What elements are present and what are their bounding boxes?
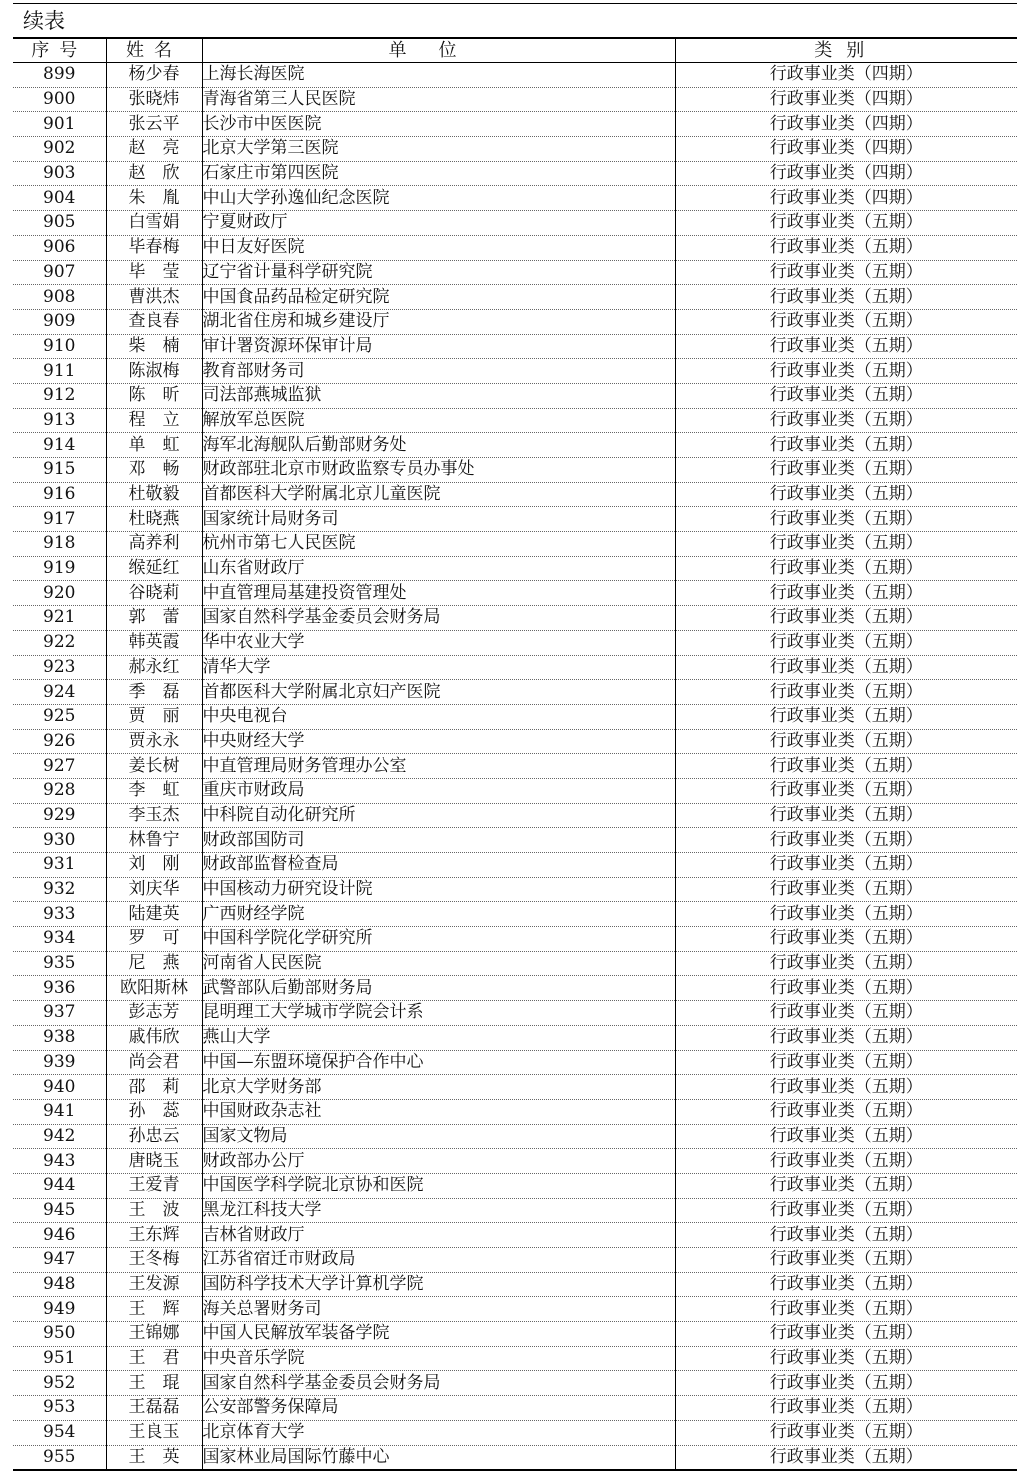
cell-no: 945 [13, 1198, 106, 1223]
cell-name: 陈 昕 [106, 383, 202, 408]
cell-unit: 杭州市第七人民医院 [202, 532, 675, 557]
cell-name: 杜敬毅 [106, 482, 202, 507]
table-row [13, 1346, 1017, 1371]
cell-category: 行政事业类（五期） [675, 754, 1017, 779]
cell-name: 孙忠云 [106, 1124, 202, 1149]
cell-name: 郭 蕾 [106, 606, 202, 631]
cell-name: 查良春 [106, 309, 202, 334]
table-row [13, 1445, 1017, 1470]
cell-unit: 中央财经大学 [202, 729, 675, 754]
cell-name: 王发源 [106, 1272, 202, 1297]
cell-no: 915 [13, 458, 106, 483]
cell-no: 938 [13, 1025, 106, 1050]
cell-unit: 北京体育大学 [202, 1420, 675, 1445]
cell-category: 行政事业类（五期） [675, 1445, 1017, 1470]
cell-name: 刘 刚 [106, 853, 202, 878]
cell-unit: 中国科学院化学研究所 [202, 927, 675, 952]
table-row [13, 729, 1017, 754]
table-row [13, 137, 1017, 162]
cell-unit: 财政部监督检查局 [202, 853, 675, 878]
cell-category: 行政事业类（五期） [675, 877, 1017, 902]
table-row [13, 383, 1017, 408]
cell-unit: 清华大学 [202, 655, 675, 680]
cell-no: 910 [13, 334, 106, 359]
cell-no: 943 [13, 1149, 106, 1174]
cell-no: 928 [13, 778, 106, 803]
cell-category: 行政事业类（五期） [675, 976, 1017, 1001]
roster-body [13, 63, 1017, 1471]
cell-category: 行政事业类（五期） [675, 853, 1017, 878]
cell-unit: 公安部警务保障局 [202, 1396, 675, 1421]
cell-name: 王冬梅 [106, 1248, 202, 1273]
table-row [13, 1173, 1017, 1198]
cell-no: 914 [13, 433, 106, 458]
cell-category: 行政事业类（五期） [675, 1149, 1017, 1174]
cell-name: 李玉杰 [106, 803, 202, 828]
cell-name: 王磊磊 [106, 1396, 202, 1421]
cell-name: 王 辉 [106, 1297, 202, 1322]
cell-name: 郝永红 [106, 655, 202, 680]
cell-category: 行政事业类（五期） [675, 1001, 1017, 1026]
cell-no: 905 [13, 211, 106, 236]
table-row [13, 951, 1017, 976]
table-row [13, 606, 1017, 631]
cell-no: 949 [13, 1297, 106, 1322]
cell-name: 柴 楠 [106, 334, 202, 359]
cell-unit: 北京大学财务部 [202, 1075, 675, 1100]
table-row [13, 976, 1017, 1001]
table-row [13, 458, 1017, 483]
cell-name: 杜晓燕 [106, 507, 202, 532]
table-row [13, 630, 1017, 655]
cell-category: 行政事业类（五期） [675, 680, 1017, 705]
cell-name: 王锦娜 [106, 1322, 202, 1347]
cell-unit: 国家自然科学基金委员会财务局 [202, 1371, 675, 1396]
cell-category: 行政事业类（五期） [675, 1050, 1017, 1075]
table-row [13, 877, 1017, 902]
cell-category: 行政事业类（五期） [675, 1297, 1017, 1322]
table-row [13, 1420, 1017, 1445]
table-row [13, 1149, 1017, 1174]
cell-unit: 武警部队后勤部财务局 [202, 976, 675, 1001]
cell-category: 行政事业类（五期） [675, 1371, 1017, 1396]
table-row [13, 556, 1017, 581]
cell-name: 赵 亮 [106, 137, 202, 162]
cell-category: 行政事业类（五期） [675, 1124, 1017, 1149]
cell-no: 903 [13, 161, 106, 186]
cell-name: 王东辉 [106, 1223, 202, 1248]
cell-no: 930 [13, 828, 106, 853]
table-row [13, 704, 1017, 729]
cell-no: 952 [13, 1371, 106, 1396]
cell-name: 王 英 [106, 1445, 202, 1470]
table-row [13, 828, 1017, 853]
cell-category: 行政事业类（五期） [675, 532, 1017, 557]
cell-name: 刘庆华 [106, 877, 202, 902]
cell-category: 行政事业类（五期） [675, 1173, 1017, 1198]
cell-category: 行政事业类（五期） [675, 556, 1017, 581]
cell-category: 行政事业类（五期） [675, 507, 1017, 532]
cell-unit: 燕山大学 [202, 1025, 675, 1050]
cell-unit: 河南省人民医院 [202, 951, 675, 976]
cell-category: 行政事业类（四期） [675, 112, 1017, 137]
cell-name: 王爱青 [106, 1173, 202, 1198]
cell-no: 902 [13, 137, 106, 162]
table-row [13, 778, 1017, 803]
cell-category: 行政事业类（五期） [675, 1223, 1017, 1248]
cell-name: 王 波 [106, 1198, 202, 1223]
cell-name: 缑延红 [106, 556, 202, 581]
cell-unit: 江苏省宿迁市财政局 [202, 1248, 675, 1273]
cell-no: 935 [13, 951, 106, 976]
table-row [13, 433, 1017, 458]
cell-unit: 中国核动力研究设计院 [202, 877, 675, 902]
header-category: 类别 [675, 38, 1017, 63]
table-row [13, 1075, 1017, 1100]
cell-no: 933 [13, 902, 106, 927]
cell-category: 行政事业类（五期） [675, 285, 1017, 310]
cell-name: 程 立 [106, 408, 202, 433]
cell-category: 行政事业类（五期） [675, 1346, 1017, 1371]
table-caption: 续表 [23, 9, 65, 33]
cell-name: 邓 畅 [106, 458, 202, 483]
cell-name: 张云平 [106, 112, 202, 137]
cell-no: 940 [13, 1075, 106, 1100]
cell-unit: 中国人民解放军装备学院 [202, 1322, 675, 1347]
cell-category: 行政事业类（五期） [675, 606, 1017, 631]
cell-unit: 中央电视台 [202, 704, 675, 729]
cell-name: 曹洪杰 [106, 285, 202, 310]
cell-name: 罗 可 [106, 927, 202, 952]
cell-name: 季 磊 [106, 680, 202, 705]
document-page [13, 0, 1017, 1472]
cell-category: 行政事业类（五期） [675, 458, 1017, 483]
cell-no: 944 [13, 1173, 106, 1198]
cell-category: 行政事业类（五期） [675, 1099, 1017, 1124]
cell-name: 王 君 [106, 1346, 202, 1371]
cell-category: 行政事业类（五期） [675, 828, 1017, 853]
cell-no: 924 [13, 680, 106, 705]
cell-name: 谷晓莉 [106, 581, 202, 606]
table-row [13, 112, 1017, 137]
cell-unit: 中国医学科学院北京协和医院 [202, 1173, 675, 1198]
cell-name: 李 虹 [106, 778, 202, 803]
cell-name: 唐晓玉 [106, 1149, 202, 1174]
cell-unit: 宁夏财政厅 [202, 211, 675, 236]
cell-name: 高养利 [106, 532, 202, 557]
cell-name: 毕春梅 [106, 235, 202, 260]
cell-category: 行政事业类（五期） [675, 1420, 1017, 1445]
table-row [13, 63, 1017, 88]
table-row [13, 408, 1017, 433]
cell-unit: 国防科学技术大学计算机学院 [202, 1272, 675, 1297]
table-row [13, 1124, 1017, 1149]
cell-category: 行政事业类（四期） [675, 137, 1017, 162]
cell-no: 932 [13, 877, 106, 902]
header-row [13, 38, 1017, 63]
cell-category: 行政事业类（五期） [675, 211, 1017, 236]
cell-name: 朱 胤 [106, 186, 202, 211]
table-row [13, 927, 1017, 952]
table-row [13, 211, 1017, 236]
cell-name: 欧阳斯林 [106, 976, 202, 1001]
cell-no: 941 [13, 1099, 106, 1124]
cell-no: 947 [13, 1248, 106, 1273]
cell-no: 921 [13, 606, 106, 631]
cell-unit: 海军北海舰队后勤部财务处 [202, 433, 675, 458]
table-row [13, 532, 1017, 557]
cell-no: 922 [13, 630, 106, 655]
cell-name: 邵 莉 [106, 1075, 202, 1100]
cell-category: 行政事业类（五期） [675, 927, 1017, 952]
cell-unit: 中国—东盟环境保护合作中心 [202, 1050, 675, 1075]
cell-no: 906 [13, 235, 106, 260]
cell-unit: 国家统计局财务司 [202, 507, 675, 532]
cell-no: 907 [13, 260, 106, 285]
cell-unit: 中国财政杂志社 [202, 1099, 675, 1124]
cell-unit: 山东省财政厅 [202, 556, 675, 581]
table-row [13, 1248, 1017, 1273]
cell-no: 927 [13, 754, 106, 779]
cell-no: 918 [13, 532, 106, 557]
cell-category: 行政事业类（五期） [675, 630, 1017, 655]
cell-unit: 财政部国防司 [202, 828, 675, 853]
table-row [13, 1198, 1017, 1223]
table-row [13, 260, 1017, 285]
cell-no: 936 [13, 976, 106, 1001]
cell-unit: 财政部办公厅 [202, 1149, 675, 1174]
cell-no: 909 [13, 309, 106, 334]
cell-no: 939 [13, 1050, 106, 1075]
cell-unit: 中直管理局基建投资管理处 [202, 581, 675, 606]
cell-unit: 审计署资源环保审计局 [202, 334, 675, 359]
cell-no: 951 [13, 1346, 106, 1371]
cell-category: 行政事业类（五期） [675, 951, 1017, 976]
cell-category: 行政事业类（五期） [675, 1198, 1017, 1223]
cell-no: 901 [13, 112, 106, 137]
cell-category: 行政事业类（五期） [675, 655, 1017, 680]
table-row [13, 186, 1017, 211]
cell-unit: 中山大学孙逸仙纪念医院 [202, 186, 675, 211]
cell-unit: 昆明理工大学城市学院会计系 [202, 1001, 675, 1026]
cell-unit: 湖北省住房和城乡建设厅 [202, 309, 675, 334]
cell-category: 行政事业类（四期） [675, 87, 1017, 112]
cell-unit: 广西财经学院 [202, 902, 675, 927]
table-row [13, 309, 1017, 334]
cell-category: 行政事业类（五期） [675, 902, 1017, 927]
cell-category: 行政事业类（五期） [675, 581, 1017, 606]
cell-name: 韩英霞 [106, 630, 202, 655]
cell-no: 908 [13, 285, 106, 310]
cell-unit: 中日友好医院 [202, 235, 675, 260]
cell-no: 950 [13, 1322, 106, 1347]
table-row [13, 482, 1017, 507]
cell-category: 行政事业类（四期） [675, 186, 1017, 211]
cell-no: 955 [13, 1445, 106, 1470]
cell-no: 911 [13, 359, 106, 384]
cell-category: 行政事业类（五期） [675, 359, 1017, 384]
cell-no: 953 [13, 1396, 106, 1421]
cell-unit: 国家自然科学基金委员会财务局 [202, 606, 675, 631]
cell-category: 行政事业类（五期） [675, 260, 1017, 285]
cell-unit: 解放军总医院 [202, 408, 675, 433]
table-row [13, 285, 1017, 310]
cell-category: 行政事业类（五期） [675, 1248, 1017, 1273]
cell-unit: 华中农业大学 [202, 630, 675, 655]
cell-name: 姜长树 [106, 754, 202, 779]
cell-unit: 重庆市财政局 [202, 778, 675, 803]
table-row [13, 803, 1017, 828]
cell-unit: 国家林业局国际竹藤中心 [202, 1445, 675, 1470]
cell-category: 行政事业类（五期） [675, 1322, 1017, 1347]
cell-category: 行政事业类（四期） [675, 161, 1017, 186]
table-row [13, 1050, 1017, 1075]
cell-unit: 中直管理局财务管理办公室 [202, 754, 675, 779]
cell-unit: 黑龙江科技大学 [202, 1198, 675, 1223]
cell-name: 林鲁宁 [106, 828, 202, 853]
cell-name: 戚伟欣 [106, 1025, 202, 1050]
cell-category: 行政事业类（五期） [675, 235, 1017, 260]
cell-name: 贾 丽 [106, 704, 202, 729]
cell-name: 张晓炜 [106, 87, 202, 112]
cell-name: 陆建英 [106, 902, 202, 927]
table-row [13, 1272, 1017, 1297]
cell-no: 899 [13, 63, 106, 88]
cell-unit: 中国食品药品检定研究院 [202, 285, 675, 310]
cell-unit: 青海省第三人民医院 [202, 87, 675, 112]
cell-name: 彭志芳 [106, 1001, 202, 1026]
cell-category: 行政事业类（四期） [675, 63, 1017, 88]
table-row [13, 754, 1017, 779]
cell-category: 行政事业类（五期） [675, 482, 1017, 507]
cell-name: 毕 莹 [106, 260, 202, 285]
cell-no: 925 [13, 704, 106, 729]
cell-no: 923 [13, 655, 106, 680]
top-rule [13, 3, 1017, 4]
cell-no: 934 [13, 927, 106, 952]
cell-unit: 吉林省财政厅 [202, 1223, 675, 1248]
cell-no: 929 [13, 803, 106, 828]
cell-unit: 石家庄市第四医院 [202, 161, 675, 186]
cell-category: 行政事业类（五期） [675, 1025, 1017, 1050]
cell-unit: 北京大学第三医院 [202, 137, 675, 162]
table-row [13, 581, 1017, 606]
cell-no: 917 [13, 507, 106, 532]
cell-unit: 司法部燕城监狱 [202, 383, 675, 408]
cell-unit: 中央音乐学院 [202, 1346, 675, 1371]
cell-name: 贾永永 [106, 729, 202, 754]
cell-category: 行政事业类（五期） [675, 408, 1017, 433]
cell-no: 904 [13, 186, 106, 211]
cell-no: 900 [13, 87, 106, 112]
table-row [13, 853, 1017, 878]
cell-no: 916 [13, 482, 106, 507]
cell-unit: 国家文物局 [202, 1124, 675, 1149]
cell-no: 954 [13, 1420, 106, 1445]
cell-no: 912 [13, 383, 106, 408]
cell-no: 926 [13, 729, 106, 754]
roster-table [13, 37, 1017, 1471]
cell-no: 919 [13, 556, 106, 581]
table-row [13, 507, 1017, 532]
cell-name: 白雪娟 [106, 211, 202, 236]
cell-name: 尼 燕 [106, 951, 202, 976]
cell-category: 行政事业类（五期） [675, 778, 1017, 803]
cell-category: 行政事业类（五期） [675, 704, 1017, 729]
table-row [13, 655, 1017, 680]
cell-no: 920 [13, 581, 106, 606]
table-row [13, 902, 1017, 927]
cell-no: 937 [13, 1001, 106, 1026]
table-row [13, 1371, 1017, 1396]
cell-no: 946 [13, 1223, 106, 1248]
cell-unit: 首都医科大学附属北京妇产医院 [202, 680, 675, 705]
table-row [13, 680, 1017, 705]
table-row [13, 161, 1017, 186]
table-row [13, 1001, 1017, 1026]
header-no: 序号 [13, 38, 106, 63]
cell-name: 赵 欣 [106, 161, 202, 186]
cell-unit: 财政部驻北京市财政监察专员办事处 [202, 458, 675, 483]
cell-unit: 海关总署财务司 [202, 1297, 675, 1322]
cell-name: 王良玉 [106, 1420, 202, 1445]
table-row [13, 1099, 1017, 1124]
cell-category: 行政事业类（五期） [675, 1396, 1017, 1421]
table-row [13, 359, 1017, 384]
cell-name: 孙 蕊 [106, 1099, 202, 1124]
cell-no: 931 [13, 853, 106, 878]
cell-category: 行政事业类（五期） [675, 803, 1017, 828]
cell-unit: 长沙市中医医院 [202, 112, 675, 137]
cell-name: 王 琨 [106, 1371, 202, 1396]
cell-unit: 首都医科大学附属北京儿童医院 [202, 482, 675, 507]
cell-no: 913 [13, 408, 106, 433]
table-row [13, 87, 1017, 112]
cell-no: 942 [13, 1124, 106, 1149]
header-name: 姓名 [106, 38, 202, 63]
table-row [13, 1322, 1017, 1347]
cell-unit: 教育部财务司 [202, 359, 675, 384]
header-unit: 单位 [202, 38, 675, 63]
cell-name: 单 虹 [106, 433, 202, 458]
table-row [13, 1025, 1017, 1050]
cell-no: 948 [13, 1272, 106, 1297]
table-row [13, 334, 1017, 359]
cell-name: 尚会君 [106, 1050, 202, 1075]
cell-category: 行政事业类（五期） [675, 433, 1017, 458]
cell-category: 行政事业类（五期） [675, 1272, 1017, 1297]
cell-unit: 辽宁省计量科学研究院 [202, 260, 675, 285]
cell-category: 行政事业类（五期） [675, 334, 1017, 359]
cell-name: 陈淑梅 [106, 359, 202, 384]
cell-name: 杨少春 [106, 63, 202, 88]
cell-category: 行政事业类（五期） [675, 309, 1017, 334]
cell-category: 行政事业类（五期） [675, 383, 1017, 408]
table-row [13, 1396, 1017, 1421]
table-row [13, 235, 1017, 260]
cell-unit: 中科院自动化研究所 [202, 803, 675, 828]
cell-category: 行政事业类（五期） [675, 729, 1017, 754]
table-row [13, 1297, 1017, 1322]
cell-category: 行政事业类（五期） [675, 1075, 1017, 1100]
table-row [13, 1223, 1017, 1248]
cell-unit: 上海长海医院 [202, 63, 675, 88]
